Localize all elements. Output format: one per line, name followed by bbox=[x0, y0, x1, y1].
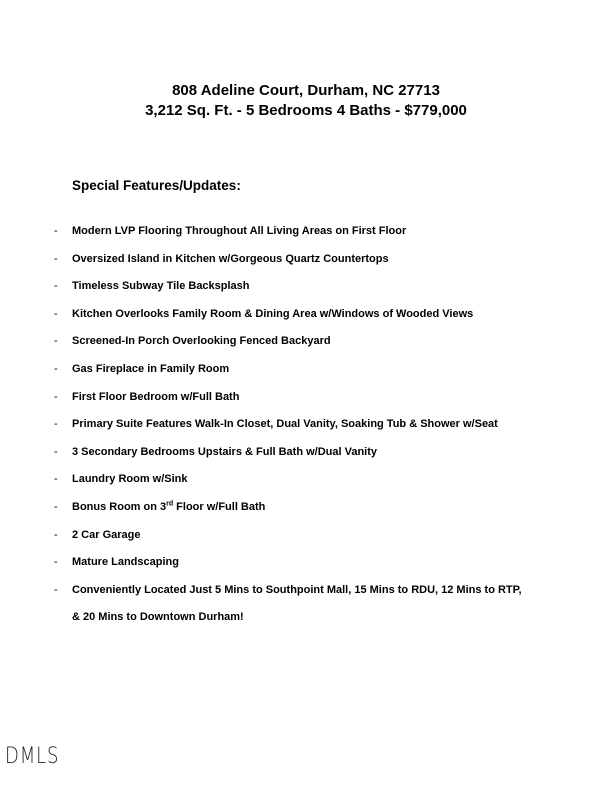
feature-text-continuation: & 20 Mins to Downtown Durham! bbox=[72, 611, 244, 624]
bullet-dash: - bbox=[54, 225, 58, 237]
section-heading: Special Features/Updates: bbox=[72, 178, 241, 193]
bullet-dash: - bbox=[54, 500, 58, 513]
document-header bbox=[0, 81, 612, 121]
bullet-dash: - bbox=[54, 528, 58, 541]
bullet-dash: - bbox=[54, 583, 58, 596]
bullet-dash: - bbox=[54, 418, 58, 431]
list-item-continuation bbox=[0, 608, 612, 636]
list-item bbox=[0, 360, 612, 388]
feature-text: 2 Car Garage bbox=[72, 528, 141, 541]
bullet-dash: - bbox=[54, 307, 58, 320]
list-item bbox=[0, 553, 612, 581]
bullet-dash: - bbox=[54, 473, 58, 486]
feature-text: Screened-In Porch Overlooking Fenced Backyard bbox=[72, 335, 331, 348]
ordinal-superscript: rd bbox=[166, 500, 174, 508]
list-item bbox=[0, 277, 612, 305]
feature-text: Primary Suite Features Walk-In Closet, Dual Vanity, Soaking Tub & Shower w/Seat bbox=[72, 418, 498, 431]
list-item bbox=[0, 470, 612, 498]
property-address: 808 Adeline Court, Durham, NC 27713 bbox=[172, 82, 440, 99]
list-item bbox=[0, 443, 612, 471]
list-item bbox=[0, 415, 612, 443]
feature-text: Modern LVP Flooring Throughout All Living Areas on First Floor bbox=[72, 225, 407, 237]
feature-text: Conveniently Located Just 5 Mins to Southpoint Mall, 15 Mins to RDU, 12 Mins to RTP, bbox=[72, 583, 522, 596]
bullet-dash: - bbox=[54, 556, 58, 569]
feature-list bbox=[0, 222, 612, 636]
bonus-text-before: Bonus Room on 3 bbox=[72, 500, 167, 513]
dmls-logo: DMLS bbox=[5, 744, 60, 769]
feature-text: Kitchen Overlooks Family Room & Dining Area w/Windows of Wooded Views bbox=[72, 307, 474, 320]
feature-text: Mature Landscaping bbox=[72, 556, 179, 569]
list-item bbox=[0, 526, 612, 554]
bullet-dash: - bbox=[54, 390, 58, 403]
property-summary: 3,212 Sq. Ft. - 5 Bedrooms 4 Baths - $779,000 bbox=[145, 102, 467, 119]
bullet-dash: - bbox=[54, 280, 58, 293]
feature-text: First Floor Bedroom w/Full Bath bbox=[72, 390, 240, 403]
feature-text: Timeless Subway Tile Backsplash bbox=[72, 280, 250, 293]
list-item bbox=[0, 498, 612, 526]
feature-text: Laundry Room w/Sink bbox=[72, 473, 188, 486]
feature-text bbox=[72, 498, 265, 516]
list-item bbox=[0, 305, 612, 333]
bonus-text-after: Floor w/Full Bath bbox=[173, 500, 266, 513]
feature-text: 3 Secondary Bedrooms Upstairs & Full Bath w/Dual Vanity bbox=[72, 445, 378, 458]
bullet-dash: - bbox=[54, 252, 58, 265]
bullet-dash: - bbox=[54, 445, 58, 458]
bullet-dash: - bbox=[54, 335, 58, 348]
feature-text: Gas Fireplace in Family Room bbox=[72, 362, 230, 375]
feature-text: Oversized Island in Kitchen w/Gorgeous Quartz Countertops bbox=[72, 252, 389, 265]
list-item bbox=[0, 222, 612, 250]
list-item bbox=[0, 388, 612, 416]
list-item bbox=[0, 581, 612, 609]
list-item bbox=[0, 332, 612, 360]
bullet-dash: - bbox=[54, 362, 58, 375]
list-item bbox=[0, 250, 612, 278]
